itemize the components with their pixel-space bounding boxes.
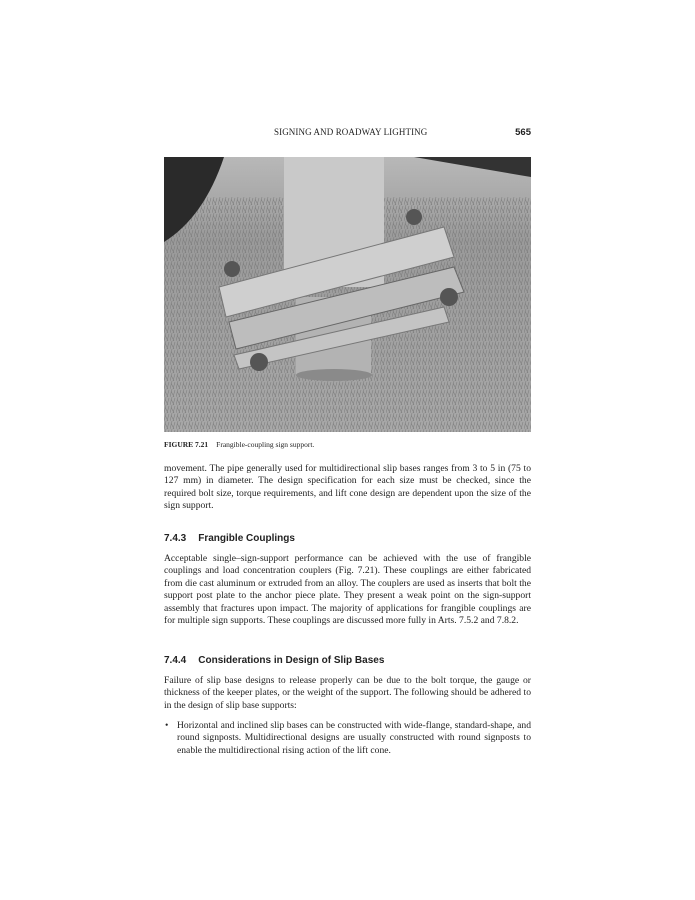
paragraph-text: Failure of slip base designs to release properly can be due to the bolt torque, the gauge or thickness of the keeper plates, or the weight of the support. The following should be adhered to in the design of slip base supports: [164,675,531,711]
section-number: 7.4.3 [164,533,187,544]
section-heading-7-4-4 [164,655,384,666]
figure-label: FIGURE 7.21 [164,440,209,449]
section-heading-7-4-3 [164,533,295,544]
figure-caption-text: Frangible-coupling sign support. [216,440,315,449]
header-title: SIGNING AND ROADWAY LIGHTING [274,127,428,137]
paragraph-text: Acceptable single–sign-support performance can be achieved with the use of frangible couplings and load concentration couplers (Fig. 7.21). These couplings are either fabricated from die cast aluminum or extruded from an alloy. The couplers are used as inserts that bolt the support post plate to the anchor piece plate. They present a weak point on the sign-support assembly that fractures upon impact. The majority of applications for frangible couplings are for multiple sign supports. These couplings are discussed more fully in Arts. 7.5.2 and 7.8.2. [164,553,531,627]
paragraph-7-4-4 [164,675,531,712]
section-title: Frangible Couplings [198,533,295,544]
figure-photo [164,157,531,432]
bullet-item: • Horizontal and inclined slip bases can be constructed with wide-flange, standard-shape, and round signposts. Multidirectional designs are usually constructed with round signposts to enable the multidirectional rising action of the lift cone. [177,720,531,757]
page-number: 565 [515,127,531,138]
bullet-list [164,720,531,757]
paragraph-intro [164,463,531,513]
figure-caption [164,440,314,449]
paragraph-text: movement. The pipe generally used for multidirectional slip bases ranges from 3 to 5 in (75 to 127 mm) in diameter. The design specification for each size must be checked, since the required bolt size, torque requirements, and lift cone design are dependent upon the size of the sign support. [164,463,531,512]
paragraph-7-4-3 [164,553,531,627]
section-number: 7.4.4 [164,655,187,666]
section-title: Considerations in Design of Slip Bases [198,655,385,666]
